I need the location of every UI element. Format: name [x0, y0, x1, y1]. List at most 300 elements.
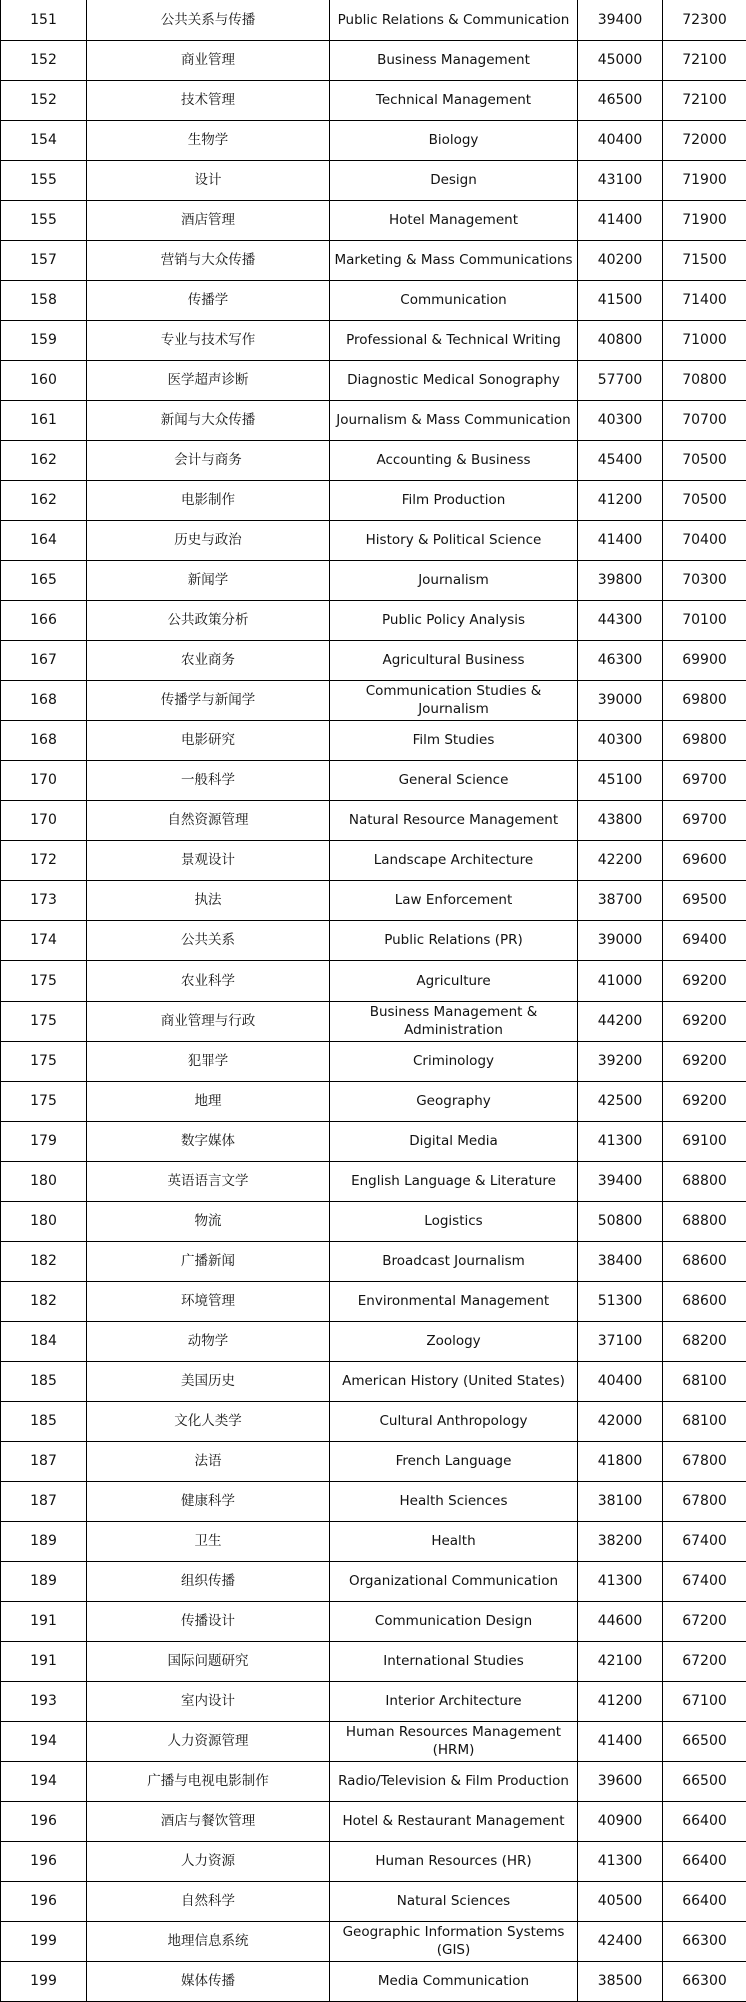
major-english-cell: Public Relations & Communication — [330, 0, 578, 40]
table-row — [1, 360, 746, 400]
table-row — [1, 120, 746, 160]
early-career-salary-cell: 45100 — [578, 760, 663, 800]
rank-cell: 187 — [1, 1481, 87, 1521]
major-chinese-cell: 传播学与新闻学 — [87, 680, 330, 720]
table-row — [1, 1561, 746, 1601]
mid-career-salary-cell: 69100 — [663, 1121, 746, 1161]
rank-cell: 165 — [1, 560, 87, 600]
major-chinese-cell: 一般科学 — [87, 760, 330, 800]
early-career-salary-cell: 44200 — [578, 1001, 663, 1041]
mid-career-salary-cell: 69500 — [663, 880, 746, 920]
early-career-salary-cell: 41500 — [578, 280, 663, 320]
early-career-salary-cell: 40400 — [578, 1361, 663, 1401]
rank-cell: 167 — [1, 640, 87, 680]
table-row — [1, 1321, 746, 1361]
mid-career-salary-cell: 69400 — [663, 920, 746, 960]
rank-cell: 172 — [1, 840, 87, 880]
rank-cell: 189 — [1, 1561, 87, 1601]
mid-career-salary-cell: 69200 — [663, 1001, 746, 1041]
major-english-cell: Communication — [330, 280, 578, 320]
mid-career-salary-cell: 68600 — [663, 1281, 746, 1321]
major-chinese-cell: 传播学 — [87, 280, 330, 320]
major-english-cell: Health Sciences — [330, 1481, 578, 1521]
early-career-salary-cell: 46300 — [578, 640, 663, 680]
early-career-salary-cell: 39400 — [578, 1161, 663, 1201]
major-chinese-cell: 新闻学 — [87, 560, 330, 600]
mid-career-salary-cell: 67400 — [663, 1561, 746, 1601]
major-english-cell: Human Resources Management (HRM) — [330, 1721, 578, 1761]
major-english-cell: American History (United States) — [330, 1361, 578, 1401]
rank-cell: 175 — [1, 1081, 87, 1121]
major-english-cell: International Studies — [330, 1641, 578, 1681]
mid-career-salary-cell: 67200 — [663, 1601, 746, 1641]
rank-cell: 193 — [1, 1681, 87, 1721]
table-row — [1, 1241, 746, 1281]
major-english-cell: Geography — [330, 1081, 578, 1121]
major-english-cell: Film Production — [330, 480, 578, 520]
major-english-cell: Criminology — [330, 1041, 578, 1081]
table-row — [1, 1481, 746, 1521]
mid-career-salary-cell: 67800 — [663, 1441, 746, 1481]
major-chinese-cell: 传播设计 — [87, 1601, 330, 1641]
mid-career-salary-cell: 70100 — [663, 600, 746, 640]
rank-cell: 166 — [1, 600, 87, 640]
rank-cell: 199 — [1, 1961, 87, 2001]
major-chinese-cell: 设计 — [87, 160, 330, 200]
major-chinese-cell: 农业科学 — [87, 960, 330, 1001]
mid-career-salary-cell: 67800 — [663, 1481, 746, 1521]
major-english-cell: Public Policy Analysis — [330, 600, 578, 640]
early-career-salary-cell: 39600 — [578, 1761, 663, 1801]
major-english-cell: Zoology — [330, 1321, 578, 1361]
rank-cell: 151 — [1, 0, 87, 40]
major-chinese-cell: 技术管理 — [87, 80, 330, 120]
major-chinese-cell: 执法 — [87, 880, 330, 920]
major-chinese-cell: 电影制作 — [87, 480, 330, 520]
rank-cell: 199 — [1, 1921, 87, 1961]
major-chinese-cell: 广播新闻 — [87, 1241, 330, 1281]
early-career-salary-cell: 41800 — [578, 1441, 663, 1481]
rank-cell: 175 — [1, 1041, 87, 1081]
major-english-cell: Agricultural Business — [330, 640, 578, 680]
major-english-cell: Digital Media — [330, 1121, 578, 1161]
table-row — [1, 1681, 746, 1721]
table-row — [1, 1921, 746, 1961]
mid-career-salary-cell: 69800 — [663, 720, 746, 760]
rank-cell: 170 — [1, 800, 87, 840]
mid-career-salary-cell: 72100 — [663, 80, 746, 120]
mid-career-salary-cell: 66500 — [663, 1721, 746, 1761]
mid-career-salary-cell: 66300 — [663, 1921, 746, 1961]
table-row — [1, 720, 746, 760]
major-chinese-cell: 公共政策分析 — [87, 600, 330, 640]
mid-career-salary-cell: 66400 — [663, 1881, 746, 1921]
major-english-cell: Logistics — [330, 1201, 578, 1241]
table-row — [1, 1161, 746, 1201]
major-chinese-cell: 人力资源 — [87, 1841, 330, 1881]
rank-cell: 185 — [1, 1401, 87, 1441]
rank-cell: 162 — [1, 480, 87, 520]
table-row — [1, 440, 746, 480]
mid-career-salary-cell: 71400 — [663, 280, 746, 320]
major-chinese-cell: 媒体传播 — [87, 1961, 330, 2001]
major-chinese-cell: 电影研究 — [87, 720, 330, 760]
early-career-salary-cell: 37100 — [578, 1321, 663, 1361]
early-career-salary-cell: 42400 — [578, 1921, 663, 1961]
rank-cell: 179 — [1, 1121, 87, 1161]
major-english-cell: Landscape Architecture — [330, 840, 578, 880]
major-english-cell: Health — [330, 1521, 578, 1561]
rank-cell: 164 — [1, 520, 87, 560]
rank-cell: 175 — [1, 1001, 87, 1041]
rank-cell: 174 — [1, 920, 87, 960]
rank-cell: 161 — [1, 400, 87, 440]
early-career-salary-cell: 41400 — [578, 520, 663, 560]
mid-career-salary-cell: 71500 — [663, 240, 746, 280]
rank-cell: 157 — [1, 240, 87, 280]
mid-career-salary-cell: 66500 — [663, 1761, 746, 1801]
major-english-cell: Communication Studies & Journalism — [330, 680, 578, 720]
table-row — [1, 40, 746, 80]
early-career-salary-cell: 50800 — [578, 1201, 663, 1241]
major-chinese-cell: 物流 — [87, 1201, 330, 1241]
table-row — [1, 960, 746, 1001]
early-career-salary-cell: 46500 — [578, 80, 663, 120]
mid-career-salary-cell: 70800 — [663, 360, 746, 400]
table-row — [1, 1601, 746, 1641]
table-row — [1, 1641, 746, 1681]
mid-career-salary-cell: 66300 — [663, 1961, 746, 2001]
major-english-cell: Agriculture — [330, 960, 578, 1001]
table-row — [1, 1721, 746, 1761]
rank-cell: 194 — [1, 1721, 87, 1761]
table-row — [1, 1361, 746, 1401]
mid-career-salary-cell: 68800 — [663, 1161, 746, 1201]
major-english-cell: General Science — [330, 760, 578, 800]
early-career-salary-cell: 45000 — [578, 40, 663, 80]
early-career-salary-cell: 41400 — [578, 200, 663, 240]
major-english-cell: Natural Sciences — [330, 1881, 578, 1921]
mid-career-salary-cell: 68800 — [663, 1201, 746, 1241]
table-row — [1, 880, 746, 920]
table-row — [1, 1761, 746, 1801]
major-chinese-cell: 卫生 — [87, 1521, 330, 1561]
rank-cell: 168 — [1, 720, 87, 760]
major-chinese-cell: 生物学 — [87, 120, 330, 160]
early-career-salary-cell: 41000 — [578, 960, 663, 1001]
rank-cell: 180 — [1, 1201, 87, 1241]
table-row — [1, 480, 746, 520]
major-english-cell: Technical Management — [330, 80, 578, 120]
major-chinese-cell: 美国历史 — [87, 1361, 330, 1401]
major-english-cell: Communication Design — [330, 1601, 578, 1641]
major-chinese-cell: 法语 — [87, 1441, 330, 1481]
early-career-salary-cell: 38500 — [578, 1961, 663, 2001]
major-english-cell: Cultural Anthropology — [330, 1401, 578, 1441]
early-career-salary-cell: 41200 — [578, 1681, 663, 1721]
early-career-salary-cell: 38100 — [578, 1481, 663, 1521]
table-row — [1, 160, 746, 200]
major-english-cell: Media Communication — [330, 1961, 578, 2001]
major-chinese-cell: 室内设计 — [87, 1681, 330, 1721]
table-row — [1, 1081, 746, 1121]
early-career-salary-cell: 39400 — [578, 0, 663, 40]
major-english-cell: Professional & Technical Writing — [330, 320, 578, 360]
table-row — [1, 280, 746, 320]
early-career-salary-cell: 40300 — [578, 400, 663, 440]
major-chinese-cell: 犯罪学 — [87, 1041, 330, 1081]
table-row — [1, 320, 746, 360]
mid-career-salary-cell: 69200 — [663, 1081, 746, 1121]
rank-cell: 189 — [1, 1521, 87, 1561]
early-career-salary-cell: 41300 — [578, 1841, 663, 1881]
major-english-cell: Environmental Management — [330, 1281, 578, 1321]
major-english-cell: Biology — [330, 120, 578, 160]
table-row — [1, 760, 746, 800]
rank-cell: 194 — [1, 1761, 87, 1801]
rank-cell: 182 — [1, 1281, 87, 1321]
mid-career-salary-cell: 69600 — [663, 840, 746, 880]
major-english-cell: Interior Architecture — [330, 1681, 578, 1721]
early-career-salary-cell: 41400 — [578, 1721, 663, 1761]
major-chinese-cell: 自然资源管理 — [87, 800, 330, 840]
major-english-cell: Marketing & Mass Communications — [330, 240, 578, 280]
mid-career-salary-cell: 68600 — [663, 1241, 746, 1281]
major-chinese-cell: 自然科学 — [87, 1881, 330, 1921]
table-row — [1, 680, 746, 720]
table-row — [1, 600, 746, 640]
mid-career-salary-cell: 68100 — [663, 1401, 746, 1441]
major-chinese-cell: 酒店与餐饮管理 — [87, 1801, 330, 1841]
rank-cell: 158 — [1, 280, 87, 320]
major-chinese-cell: 数字媒体 — [87, 1121, 330, 1161]
table-row — [1, 400, 746, 440]
rank-cell: 187 — [1, 1441, 87, 1481]
rank-cell: 184 — [1, 1321, 87, 1361]
early-career-salary-cell: 38400 — [578, 1241, 663, 1281]
major-english-cell: Diagnostic Medical Sonography — [330, 360, 578, 400]
table-row — [1, 560, 746, 600]
early-career-salary-cell: 44600 — [578, 1601, 663, 1641]
major-english-cell: Geographic Information Systems (GIS) — [330, 1921, 578, 1961]
major-english-cell: Organizational Communication — [330, 1561, 578, 1601]
rank-cell: 196 — [1, 1841, 87, 1881]
table-row — [1, 1801, 746, 1841]
major-chinese-cell: 广播与电视电影制作 — [87, 1761, 330, 1801]
table-row — [1, 1881, 746, 1921]
major-chinese-cell: 商业管理 — [87, 40, 330, 80]
major-chinese-cell: 酒店管理 — [87, 200, 330, 240]
early-career-salary-cell: 39200 — [578, 1041, 663, 1081]
rank-cell: 160 — [1, 360, 87, 400]
mid-career-salary-cell: 69700 — [663, 800, 746, 840]
rank-cell: 152 — [1, 80, 87, 120]
mid-career-salary-cell: 70700 — [663, 400, 746, 440]
mid-career-salary-cell: 70500 — [663, 440, 746, 480]
table-row — [1, 1201, 746, 1241]
rank-cell: 180 — [1, 1161, 87, 1201]
major-chinese-cell: 历史与政治 — [87, 520, 330, 560]
mid-career-salary-cell: 69200 — [663, 1041, 746, 1081]
mid-career-salary-cell: 70400 — [663, 520, 746, 560]
early-career-salary-cell: 44300 — [578, 600, 663, 640]
rank-cell: 191 — [1, 1641, 87, 1681]
major-chinese-cell: 动物学 — [87, 1321, 330, 1361]
major-chinese-cell: 组织传播 — [87, 1561, 330, 1601]
early-career-salary-cell: 43100 — [578, 160, 663, 200]
major-chinese-cell: 英语语言文学 — [87, 1161, 330, 1201]
mid-career-salary-cell: 71900 — [663, 200, 746, 240]
early-career-salary-cell: 40500 — [578, 1881, 663, 1921]
table-row — [1, 1841, 746, 1881]
mid-career-salary-cell: 69200 — [663, 960, 746, 1001]
table-row — [1, 920, 746, 960]
mid-career-salary-cell: 70300 — [663, 560, 746, 600]
mid-career-salary-cell: 70500 — [663, 480, 746, 520]
rank-cell: 155 — [1, 160, 87, 200]
mid-career-salary-cell: 69700 — [663, 760, 746, 800]
major-english-cell: Accounting & Business — [330, 440, 578, 480]
mid-career-salary-cell: 71900 — [663, 160, 746, 200]
early-career-salary-cell: 51300 — [578, 1281, 663, 1321]
major-chinese-cell: 文化人类学 — [87, 1401, 330, 1441]
major-english-cell: Film Studies — [330, 720, 578, 760]
early-career-salary-cell: 41200 — [578, 480, 663, 520]
major-english-cell: Natural Resource Management — [330, 800, 578, 840]
major-english-cell: Human Resources (HR) — [330, 1841, 578, 1881]
major-english-cell: Design — [330, 160, 578, 200]
major-chinese-cell: 公共关系与传播 — [87, 0, 330, 40]
table-row — [1, 240, 746, 280]
mid-career-salary-cell: 67100 — [663, 1681, 746, 1721]
mid-career-salary-cell: 66400 — [663, 1841, 746, 1881]
major-english-cell: Journalism — [330, 560, 578, 600]
major-english-cell: Public Relations (PR) — [330, 920, 578, 960]
rank-cell: 191 — [1, 1601, 87, 1641]
early-career-salary-cell: 40200 — [578, 240, 663, 280]
table-row — [1, 1001, 746, 1041]
rank-cell: 152 — [1, 40, 87, 80]
table-row — [1, 200, 746, 240]
rank-cell: 182 — [1, 1241, 87, 1281]
mid-career-salary-cell: 71000 — [663, 320, 746, 360]
early-career-salary-cell: 39800 — [578, 560, 663, 600]
rank-cell: 168 — [1, 680, 87, 720]
table-row — [1, 640, 746, 680]
table-row — [1, 520, 746, 560]
early-career-salary-cell: 42200 — [578, 840, 663, 880]
major-chinese-cell: 地理信息系统 — [87, 1921, 330, 1961]
early-career-salary-cell: 57700 — [578, 360, 663, 400]
major-english-cell: Business Management & Administration — [330, 1001, 578, 1041]
rank-cell: 170 — [1, 760, 87, 800]
table-row — [1, 1281, 746, 1321]
early-career-salary-cell: 43800 — [578, 800, 663, 840]
table-row — [1, 0, 746, 40]
rank-cell: 155 — [1, 200, 87, 240]
early-career-salary-cell: 40800 — [578, 320, 663, 360]
early-career-salary-cell: 45400 — [578, 440, 663, 480]
major-english-cell: English Language & Literature — [330, 1161, 578, 1201]
early-career-salary-cell: 40900 — [578, 1801, 663, 1841]
mid-career-salary-cell: 72300 — [663, 0, 746, 40]
mid-career-salary-cell: 66400 — [663, 1801, 746, 1841]
early-career-salary-cell: 38200 — [578, 1521, 663, 1561]
major-english-cell: Radio/Television & Film Production — [330, 1761, 578, 1801]
mid-career-salary-cell: 67200 — [663, 1641, 746, 1681]
table-row — [1, 1961, 746, 2001]
early-career-salary-cell: 42100 — [578, 1641, 663, 1681]
early-career-salary-cell: 40300 — [578, 720, 663, 760]
major-chinese-cell: 国际问题研究 — [87, 1641, 330, 1681]
mid-career-salary-cell: 72000 — [663, 120, 746, 160]
major-chinese-cell: 新闻与大众传播 — [87, 400, 330, 440]
rank-cell: 159 — [1, 320, 87, 360]
table-body — [1, 0, 746, 2001]
early-career-salary-cell: 41300 — [578, 1561, 663, 1601]
early-career-salary-cell: 42500 — [578, 1081, 663, 1121]
rank-cell: 196 — [1, 1881, 87, 1921]
mid-career-salary-cell: 67400 — [663, 1521, 746, 1561]
major-chinese-cell: 公共关系 — [87, 920, 330, 960]
major-chinese-cell: 景观设计 — [87, 840, 330, 880]
table-row — [1, 800, 746, 840]
rank-cell: 175 — [1, 960, 87, 1001]
early-career-salary-cell: 42000 — [578, 1401, 663, 1441]
table-row — [1, 1441, 746, 1481]
major-english-cell: Hotel Management — [330, 200, 578, 240]
major-english-cell: Journalism & Mass Communication — [330, 400, 578, 440]
major-chinese-cell: 商业管理与行政 — [87, 1001, 330, 1041]
major-chinese-cell: 医学超声诊断 — [87, 360, 330, 400]
major-english-cell: Broadcast Journalism — [330, 1241, 578, 1281]
major-english-cell: History & Political Science — [330, 520, 578, 560]
rank-cell: 162 — [1, 440, 87, 480]
mid-career-salary-cell: 69900 — [663, 640, 746, 680]
table-row — [1, 1401, 746, 1441]
major-english-cell: French Language — [330, 1441, 578, 1481]
major-chinese-cell: 健康科学 — [87, 1481, 330, 1521]
rank-cell: 154 — [1, 120, 87, 160]
early-career-salary-cell: 41300 — [578, 1121, 663, 1161]
rank-cell: 173 — [1, 880, 87, 920]
major-chinese-cell: 专业与技术写作 — [87, 320, 330, 360]
rank-cell: 185 — [1, 1361, 87, 1401]
major-chinese-cell: 会计与商务 — [87, 440, 330, 480]
major-english-cell: Hotel & Restaurant Management — [330, 1801, 578, 1841]
rank-cell: 196 — [1, 1801, 87, 1841]
table-row — [1, 1041, 746, 1081]
early-career-salary-cell: 38700 — [578, 880, 663, 920]
mid-career-salary-cell: 72100 — [663, 40, 746, 80]
table-row — [1, 80, 746, 120]
major-english-cell: Law Enforcement — [330, 880, 578, 920]
mid-career-salary-cell: 68200 — [663, 1321, 746, 1361]
major-chinese-cell: 环境管理 — [87, 1281, 330, 1321]
table-row — [1, 840, 746, 880]
major-chinese-cell: 人力资源管理 — [87, 1721, 330, 1761]
mid-career-salary-cell: 69800 — [663, 680, 746, 720]
table-row — [1, 1521, 746, 1561]
major-english-cell: Business Management — [330, 40, 578, 80]
early-career-salary-cell: 39000 — [578, 680, 663, 720]
major-chinese-cell: 营销与大众传播 — [87, 240, 330, 280]
table-row — [1, 1121, 746, 1161]
mid-career-salary-cell: 68100 — [663, 1361, 746, 1401]
major-chinese-cell: 农业商务 — [87, 640, 330, 680]
early-career-salary-cell: 40400 — [578, 120, 663, 160]
early-career-salary-cell: 39000 — [578, 920, 663, 960]
